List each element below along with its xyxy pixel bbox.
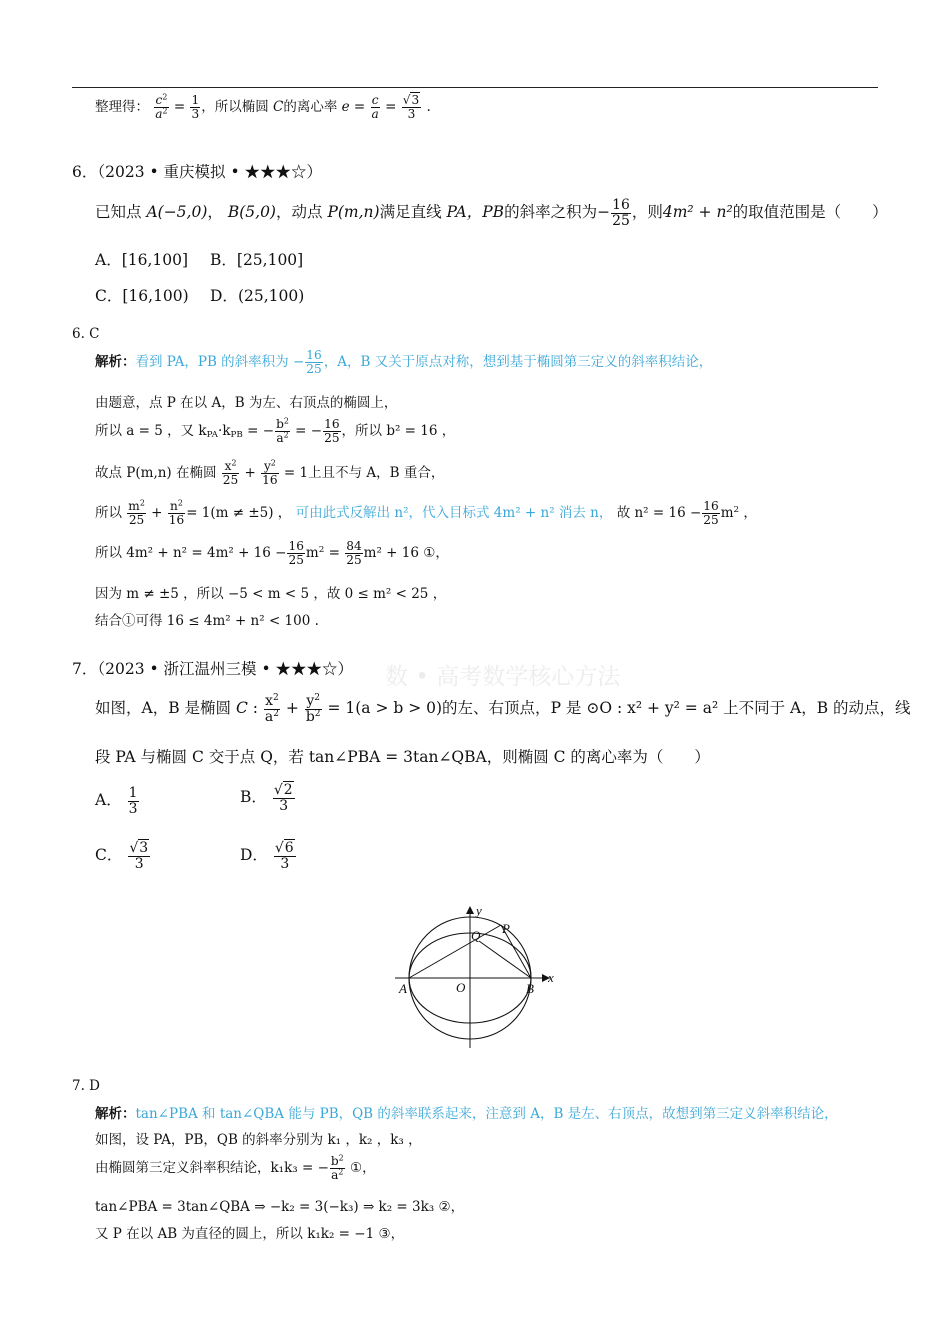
q6-option-d[interactable] xyxy=(210,284,304,306)
q7-option-a[interactable] xyxy=(95,786,140,816)
y-axis-arrow xyxy=(466,906,474,914)
q7-option-c[interactable]: C． $\frac{√3}{3}$ xyxy=(95,840,149,872)
sol6-line4: 所以 $\frac{m^2}{25}$ + $\frac{n^2}{16}$ = 1(m ≠ ±5) ， 可由此式反解出 n²，代入目标式 4m² + n² 消去 n， 故 n² = 16 − $\frac{16}{25}$ $m^2$ ， xyxy=(95,498,757,527)
period: . xyxy=(426,98,431,115)
num: 16 xyxy=(612,197,630,213)
den: 3 xyxy=(407,106,416,121)
q6-option-a[interactable] xyxy=(95,248,188,270)
sol7-line2: 由椭圆第三定义斜率积结论，k₁k₃ = − $\frac{b^2}{a^2}$ ①， xyxy=(95,1153,376,1182)
q7-header: 7．（2023 • 浙江温州三模 • ★★★☆） xyxy=(72,660,354,678)
option-label: A． xyxy=(95,251,122,269)
text: P 是 ⊙O : x² + y² = a² 上不同于 A，B 的动点，线 xyxy=(550,699,911,718)
c: c xyxy=(155,93,163,107)
label-Q: Q xyxy=(471,928,481,943)
den: 3 xyxy=(128,800,138,817)
sol6-line1: 由题意，点 P 在以 A，B 为左、右顶点的椭圆上， xyxy=(95,395,398,411)
sol6-line7: 结合①可得 16 ≤ 4m² + n² < 100 . xyxy=(95,613,319,629)
hint-text: tan∠PBA 和 tan∠QBA 能与 PB，QB 的斜率联系起来，注意到 A，B 是左、右顶点，故想到第三定义斜率积结论， xyxy=(135,1106,838,1122)
option-label: A． xyxy=(95,791,122,810)
label-P: P xyxy=(502,921,510,936)
option-text: (25,100) xyxy=(237,287,305,305)
ellipse-circle-figure xyxy=(390,900,565,1050)
sol6-line2: 所以 a = 5 ，又 $k_{PA}\cdot k_{PB}$ = − $\frac{b^2}{a^2}$ = − $\frac{16}{25}$ ，所以 b² = 16 ， xyxy=(95,416,456,445)
sol6-hint: 解析：看到 PA，PB 的斜率积为 − $\frac{16}{25}$ ，A，B 又关于原点对称，想到基于椭圆第三定义的斜率积结论， xyxy=(95,348,713,376)
label-A: A xyxy=(399,981,407,996)
q6-header: 6．（2023 • 重庆模拟 • ★★★☆） xyxy=(72,163,323,181)
den: 3 xyxy=(134,855,144,872)
option-label: B． xyxy=(210,251,237,269)
option-text: [16,100) xyxy=(122,287,189,305)
option-text: [25,100] xyxy=(236,251,304,269)
den: 3 xyxy=(280,855,290,872)
sqrt-arg: 3 xyxy=(139,840,149,856)
segment-QB xyxy=(479,941,531,978)
den: 3 xyxy=(191,106,200,121)
sqrt-arg: 6 xyxy=(284,840,294,856)
text: 如图，A，B 是椭圆 xyxy=(95,699,232,718)
den: 25 xyxy=(612,212,630,229)
segment-PA xyxy=(409,925,501,978)
text: ，所以椭圆 xyxy=(201,98,269,115)
q7-option-b[interactable]: B． $\frac{√2}{3}$ xyxy=(240,782,293,814)
text: 所以 4m² + n² = 4m² + 16 − xyxy=(95,544,287,561)
sol7-answer: 7. D xyxy=(72,1078,100,1094)
text: 的斜率之积为 xyxy=(504,203,598,222)
hint-text: 可由此式反解出 n²，代入目标式 4m² + n² 消去 n， xyxy=(295,504,613,521)
den: 25 xyxy=(306,361,322,376)
a: a xyxy=(371,106,379,121)
sol6-answer: 6. C xyxy=(72,326,100,342)
text: 故 n² = 16 − xyxy=(616,504,702,521)
sol6-line5: 所以 4m² + n² = 4m² + 16 − $\frac{16}{25}$ $m^2$ = $\frac{84}{25}$ m² + 16 ①， xyxy=(95,539,449,567)
label-B: B xyxy=(526,981,534,996)
text: 的左、右顶点， xyxy=(442,699,551,718)
text: 的离心率 xyxy=(283,98,338,115)
q7-stem-line2: 段 PA 与椭圆 C 交于点 Q，若 tan∠PBA = 3tan∠QBA，则椭圆 C 的离心率为（ ） xyxy=(95,748,710,766)
sol7-line3: tan∠PBA = 3tan∠QBA ⇒ −k₂ = 3(−k₃) ⇒ k₂ = 3k₃ ②， xyxy=(95,1199,465,1215)
den: 3 xyxy=(279,797,289,814)
text: 满足直线 xyxy=(379,203,442,222)
watermark: 数 • 高考数学核心方法 xyxy=(385,664,621,690)
jiexi-label: 解析： xyxy=(95,353,136,370)
text: 上且不与 A，B 重合， xyxy=(308,464,445,481)
text: 故点 P(m,n) 在椭圆 xyxy=(95,464,217,481)
q6-option-c[interactable] xyxy=(95,284,189,306)
text: ，所以 b² = 16 ， xyxy=(341,422,456,439)
q7-stem-line1: 如图，A，B 是椭圆 C : $\frac{x^2}{a^2}$ + $\frac{y^2}{b^2}$ = 1(a > b > 0)的左、右顶点，P 是 ⊙O : x² + y² = a² 上不同于 A，B 的动点，线 xyxy=(95,693,911,725)
point-B: B(5,0) xyxy=(227,203,276,222)
text: ，动点 xyxy=(275,203,323,222)
option-label: C． xyxy=(95,287,123,305)
point-P: P(m,n) xyxy=(327,203,380,222)
option-label: D． xyxy=(240,846,268,865)
lines: PA，PB xyxy=(446,203,505,222)
label-x: x xyxy=(548,970,554,985)
q6-stem: 已知点 A(−5,0)， B(5,0)，动点 P(m,n)满足直线 PA，PB的斜率之积为− $\frac{16}{25}$ ，则4m² + n²的取值范围是（ ） xyxy=(95,197,888,229)
text: = 1(m ≠ ±5) ， xyxy=(186,504,292,521)
option-label: C． xyxy=(95,846,123,865)
label-O: O xyxy=(456,980,466,995)
num: 1 xyxy=(128,785,138,801)
sqrt-arg: 2 xyxy=(283,782,293,798)
c: c xyxy=(371,93,379,107)
text: 由椭圆第三定义斜率积结论，k₁k₃ = − xyxy=(95,1159,329,1176)
option-label: D． xyxy=(210,287,238,305)
jiexi-label: 解析： xyxy=(95,1106,136,1122)
sqrt-arg: 3 xyxy=(411,93,420,107)
q7-option-d[interactable]: D． $\frac{√6}{3}$ xyxy=(240,840,294,872)
option-text: [16,100] xyxy=(121,251,189,269)
expr: 4m² + n² xyxy=(662,203,733,222)
sol6-line6: 因为 m ≠ ±5 ，所以 −5 < m < 5 ，故 0 ≤ m² < 25 ， xyxy=(95,586,447,602)
text: 的取值范围是（ ） xyxy=(732,203,888,222)
num: 1 xyxy=(191,93,200,107)
header-rule xyxy=(72,87,878,88)
text: 所以 a = 5 ，又 k xyxy=(95,422,207,439)
num: 16 xyxy=(306,348,322,362)
text: ，A，B 又关于原点对称，想到基于椭圆第三定义的斜率积结论， xyxy=(323,353,713,370)
text: m² + 16 ①， xyxy=(363,544,449,561)
top-conclusion: 整理得： $\frac{c^2}{a^2}$ = $\frac{1}{3}$ ，所以椭圆 C的离心率 e = $\frac{c}{a}$ = $\frac{√3}{3}$ . xyxy=(95,92,431,121)
sol7-line4: 又 P 在以 AB 为直径的圆上，所以 k₁k₂ = −1 ③， xyxy=(95,1226,405,1242)
text: ①， xyxy=(349,1159,376,1176)
sol6-line3: 故点 P(m,n) 在椭圆 $\frac{x^2}{25}$ + $\frac{y^2}{16}$ = 1上且不与 A，B 重合， xyxy=(95,458,445,487)
text: 整理得： xyxy=(95,98,149,115)
option-label: B． xyxy=(240,788,267,807)
text: ， xyxy=(207,203,223,222)
text: 已知点 xyxy=(95,203,142,222)
label-y: y xyxy=(476,903,482,918)
a: a xyxy=(155,106,163,121)
point-A: A(−5,0) xyxy=(146,203,208,222)
C: C xyxy=(273,98,284,115)
text: 看到 PA，PB 的斜率积为 xyxy=(135,353,289,370)
text: 所以 xyxy=(95,504,122,521)
e: e xyxy=(341,98,350,115)
sol7-line1: 如图，设 PA，PB，QB 的斜率分别为 k₁ ，k₂ ，k₃ ， xyxy=(95,1132,422,1148)
sol7-hint xyxy=(95,1102,838,1122)
q6-option-b[interactable] xyxy=(210,248,303,270)
text: ，则 xyxy=(631,203,663,222)
